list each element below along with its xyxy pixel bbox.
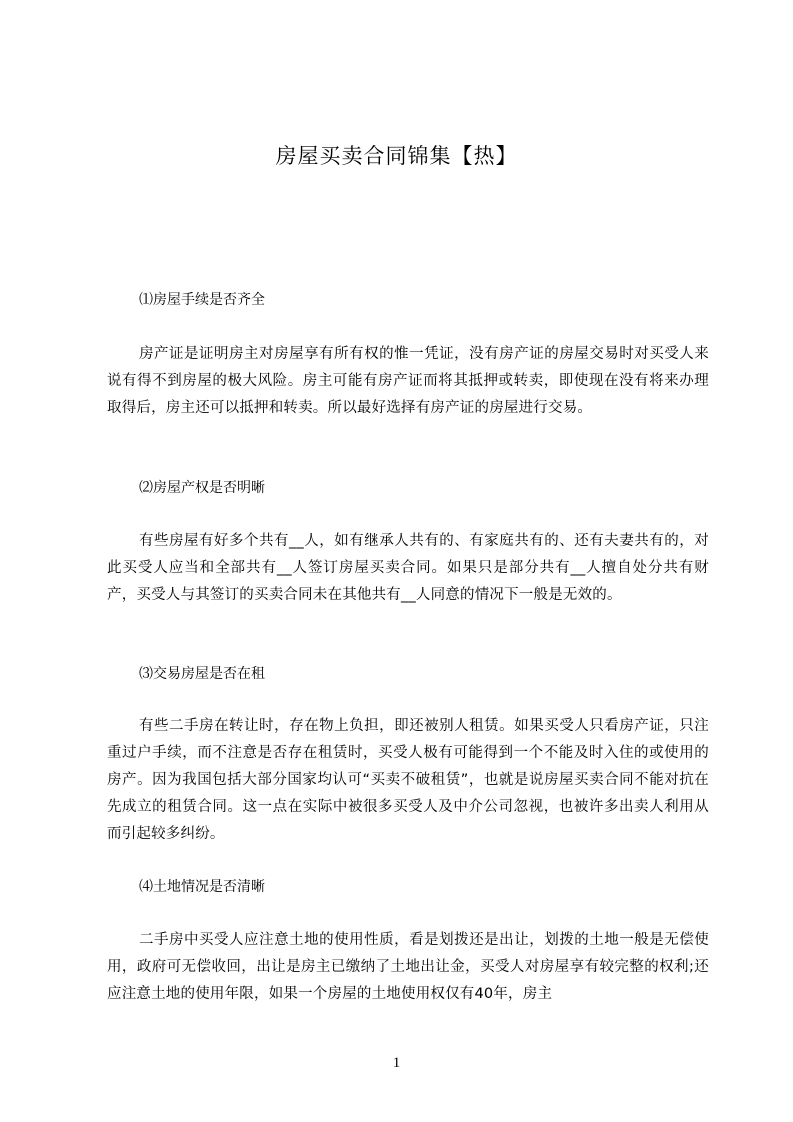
- section-heading-4: ⑷土地情况是否清晰: [139, 879, 265, 895]
- section-body-4: 二手房中买受人应注意土地的使用性质，看是划拨还是出让，划拨的土地一般是无偿使用，政府可无偿收回，出让是房主已缴纳了土地出让金，买受人对房屋享有较完整的权利;还应注意土地的使用年限，如果一个房屋的土地使用权仅有40年，房主: [107, 932, 709, 1002]
- document-title: 房屋买卖合同锦集【热】: [275, 144, 518, 168]
- section-heading-3: ⑶交易房屋是否在租: [139, 666, 265, 682]
- section-body-1: 房产证是证明房主对房屋享有所有权的惟一凭证，没有房产证的房屋交易时对买受人来说有得不到房屋的极大风险。房主可能有房产证而将其抵押或转卖，即使现在没有将来办理取得后，房主还可以抵押和转卖。所以最好选择有房产证的房屋进行交易。: [107, 346, 709, 416]
- section-heading-2: ⑵房屋产权是否明晰: [139, 480, 265, 496]
- section-body-2: 有些房屋有好多个共有__人，如有继承人共有的、有家庭共有的、还有夫妻共有的，对此买受人应当和全部共有__人签订房屋买卖合同。如果只是部分共有__人擅自处分共有财产，买受人与其签订的买卖合同未在其他共有__人同意的情况下一般是无效的。: [107, 533, 709, 603]
- page-number: 1: [392, 1055, 401, 1071]
- section-heading-1: ⑴房屋手续是否齐全: [139, 292, 265, 308]
- section-body-3: 有些二手房在转让时，存在物上负担，即还被别人租赁。如果买受人只看房产证，只注重过户手续，而不注意是否存在租赁时，买受人极有可能得到一个不能及时入住的或使用的房产。因为我国包括大部分国家均认可“买卖不破租赁”，也就是说房屋买卖合同不能对抗在先成立的租赁合同。这一点在实际中被很多买受人及中介公司忽视，也被许多出卖人利用从而引起较多纠纷。: [107, 718, 709, 842]
